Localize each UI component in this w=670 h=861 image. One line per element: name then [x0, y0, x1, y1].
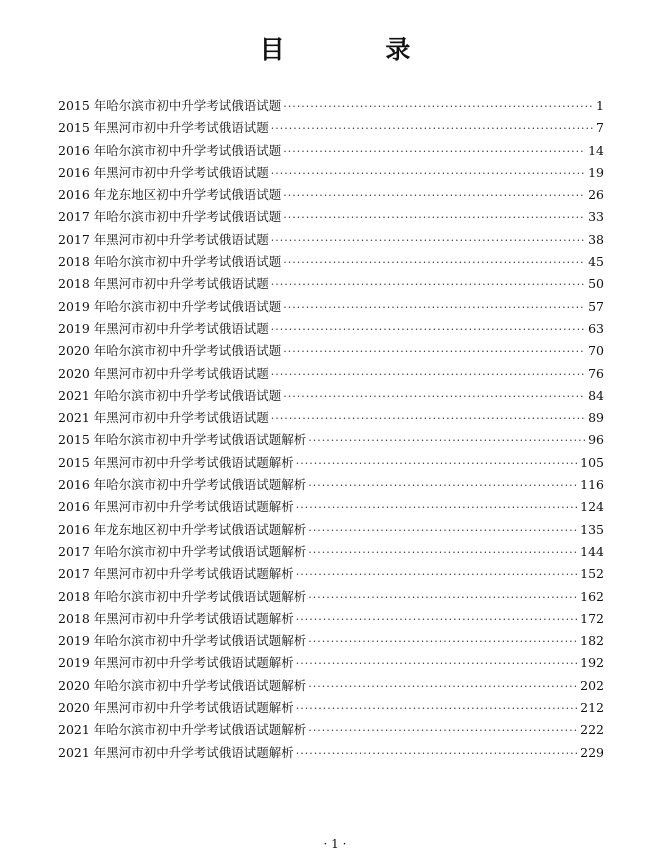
dot-leader: [271, 408, 585, 430]
toc-entry: [58, 719, 604, 741]
toc-entry-page: 7: [596, 120, 604, 136]
toc-entry-page: 96: [588, 432, 604, 448]
toc-entry-title: 2016 年龙东地区初中升学考试俄语试题解析: [58, 521, 307, 537]
dot-leader: [296, 698, 577, 720]
toc-entry-page: 229: [580, 744, 604, 760]
toc-entry-title: 2018 年黑河市初中升学考试俄语试题: [58, 276, 269, 292]
toc-entry-page: 19: [588, 164, 604, 180]
toc-entry: [58, 363, 604, 385]
toc-entry-page: 116: [580, 477, 604, 493]
toc-entry-title: 2021 年哈尔滨市初中升学考试俄语试题: [58, 387, 282, 403]
toc-entry: [58, 251, 604, 273]
toc-entry-page: 38: [588, 231, 604, 247]
toc-entry-title: 2020 年哈尔滨市初中升学考试俄语试题解析: [58, 677, 307, 693]
dot-leader: [308, 587, 577, 609]
toc-entry-title: 2021 年黑河市初中升学考试俄语试题: [58, 410, 269, 426]
toc-entry: [58, 742, 604, 764]
dot-leader: [308, 542, 577, 564]
toc-entry-title: 2015 年黑河市初中升学考试俄语试题解析: [58, 454, 294, 470]
toc-entry-page: 182: [580, 633, 604, 649]
dot-leader: [308, 676, 577, 698]
toc-entry-title: 2019 年黑河市初中升学考试俄语试题解析: [58, 655, 294, 671]
dot-leader: [296, 653, 577, 675]
toc-entry: [58, 652, 604, 674]
toc-entry-title: 2019 年黑河市初中升学考试俄语试题: [58, 320, 269, 336]
toc-entry: [58, 407, 604, 429]
toc-entry: [58, 340, 604, 362]
dot-leader: [283, 341, 585, 363]
toc-entry: [58, 675, 604, 697]
toc-entry-title: 2020 年黑河市初中升学考试俄语试题解析: [58, 700, 294, 716]
dot-leader: [271, 230, 585, 252]
dot-leader: [271, 118, 593, 140]
toc-entry-page: 152: [580, 566, 604, 582]
toc-entry: [58, 429, 604, 451]
toc-entry-page: 124: [580, 499, 604, 515]
toc-entry-title: 2016 年龙东地区初中升学考试俄语试题: [58, 187, 282, 203]
toc-entry-title: 2017 年哈尔滨市初中升学考试俄语试题: [58, 209, 282, 225]
toc-entry: [58, 273, 604, 295]
toc-entry: [58, 206, 604, 228]
toc-entry-title: 2018 年哈尔滨市初中升学考试俄语试题: [58, 254, 282, 270]
toc-entry: [58, 586, 604, 608]
toc-entry-page: 135: [580, 521, 604, 537]
dot-leader: [283, 141, 585, 163]
toc-entry-title: 2016 年哈尔滨市初中升学考试俄语试题解析: [58, 477, 307, 493]
toc-entry-title: 2015 年哈尔滨市初中升学考试俄语试题: [58, 98, 282, 113]
table-of-contents: [58, 95, 604, 764]
toc-entry-title: 2017 年哈尔滨市初中升学考试俄语试题解析: [58, 543, 307, 559]
toc-entry-title: 2016 年哈尔滨市初中升学考试俄语试题: [58, 142, 282, 158]
toc-entry-title: 2021 年哈尔滨市初中升学考试俄语试题解析: [58, 722, 307, 738]
toc-entry-page: 144: [580, 543, 604, 559]
toc-entry: [58, 140, 604, 162]
toc-entry-page: 222: [580, 722, 604, 738]
toc-entry-page: 202: [580, 677, 604, 693]
toc-entry-page: 76: [588, 365, 604, 381]
toc-entry-title: 2016 年黑河市初中升学考试俄语试题: [58, 164, 269, 180]
toc-entry-page: 57: [588, 298, 604, 314]
dot-leader: [296, 743, 577, 765]
toc-entry-title: 2017 年黑河市初中升学考试俄语试题: [58, 231, 269, 247]
toc-entry-page: 172: [580, 610, 604, 626]
dot-leader: [296, 609, 577, 631]
dot-leader: [283, 96, 593, 118]
toc-entry: [58, 563, 604, 585]
dot-leader: [283, 207, 585, 229]
page-title: 目 录: [259, 35, 457, 64]
toc-entry-page: 70: [588, 343, 604, 359]
toc-entry-page: 45: [588, 254, 604, 270]
toc-entry: [58, 519, 604, 541]
toc-entry-title: 2019 年哈尔滨市初中升学考试俄语试题解析: [58, 633, 307, 649]
dot-leader: [283, 386, 585, 408]
toc-entry-title: 2021 年黑河市初中升学考试俄语试题解析: [58, 744, 294, 760]
toc-entry: [58, 474, 604, 496]
toc-entry-page: 50: [588, 276, 604, 292]
dot-leader: [283, 185, 585, 207]
dot-leader: [271, 319, 585, 341]
toc-entry-page: 162: [580, 588, 604, 604]
toc-entry-page: 212: [580, 700, 604, 716]
dot-leader: [308, 631, 577, 653]
toc-entry-page: 26: [588, 187, 604, 203]
toc-entry-title: 2017 年黑河市初中升学考试俄语试题解析: [58, 566, 294, 582]
toc-entry-page: 14: [588, 142, 604, 158]
dot-leader: [308, 430, 585, 452]
toc-entry-title: 2018 年哈尔滨市初中升学考试俄语试题解析: [58, 588, 307, 604]
dot-leader: [296, 564, 577, 586]
toc-entry-title: 2018 年黑河市初中升学考试俄语试题解析: [58, 610, 294, 626]
toc-entry-title: 2015 年黑河市初中升学考试俄语试题: [58, 120, 269, 136]
toc-entry-page: 84: [588, 387, 604, 403]
toc-entry: [58, 162, 604, 184]
dot-leader: [283, 297, 585, 319]
toc-entry-page: 1: [596, 98, 604, 113]
toc-entry-page: 63: [588, 320, 604, 336]
toc-entry-title: 2016 年黑河市初中升学考试俄语试题解析: [58, 499, 294, 515]
toc-entry: [58, 296, 604, 318]
toc-entry: [58, 229, 604, 251]
toc-entry: [58, 541, 604, 563]
dot-leader: [271, 274, 585, 296]
dot-leader: [271, 364, 585, 386]
toc-entry-title: 2015 年哈尔滨市初中升学考试俄语试题解析: [58, 432, 307, 448]
dot-leader: [296, 497, 577, 519]
toc-entry-title: 2020 年黑河市初中升学考试俄语试题: [58, 365, 269, 381]
toc-entry: [58, 452, 604, 474]
dot-leader: [308, 720, 577, 742]
toc-entry: [58, 496, 604, 518]
toc-entry-page: 33: [588, 209, 604, 225]
dot-leader: [308, 520, 577, 542]
dot-leader: [283, 252, 585, 274]
toc-entry-page: 192: [580, 655, 604, 671]
toc-entry-page: 89: [588, 410, 604, 426]
dot-leader: [271, 163, 585, 185]
page-number: · 1 ·: [323, 837, 347, 851]
toc-entry: [58, 630, 604, 652]
toc-entry-page: 105: [580, 454, 604, 470]
toc-entry-title: 2020 年哈尔滨市初中升学考试俄语试题: [58, 343, 282, 359]
dot-leader: [296, 453, 577, 475]
toc-entry: [58, 697, 604, 719]
toc-entry-title: 2019 年哈尔滨市初中升学考试俄语试题: [58, 298, 282, 314]
toc-entry: [58, 608, 604, 630]
dot-leader: [308, 475, 577, 497]
toc-entry: [58, 184, 604, 206]
toc-entry: [58, 117, 604, 139]
toc-entry: [58, 318, 604, 340]
toc-entry: [58, 95, 604, 117]
toc-entry: [58, 385, 604, 407]
